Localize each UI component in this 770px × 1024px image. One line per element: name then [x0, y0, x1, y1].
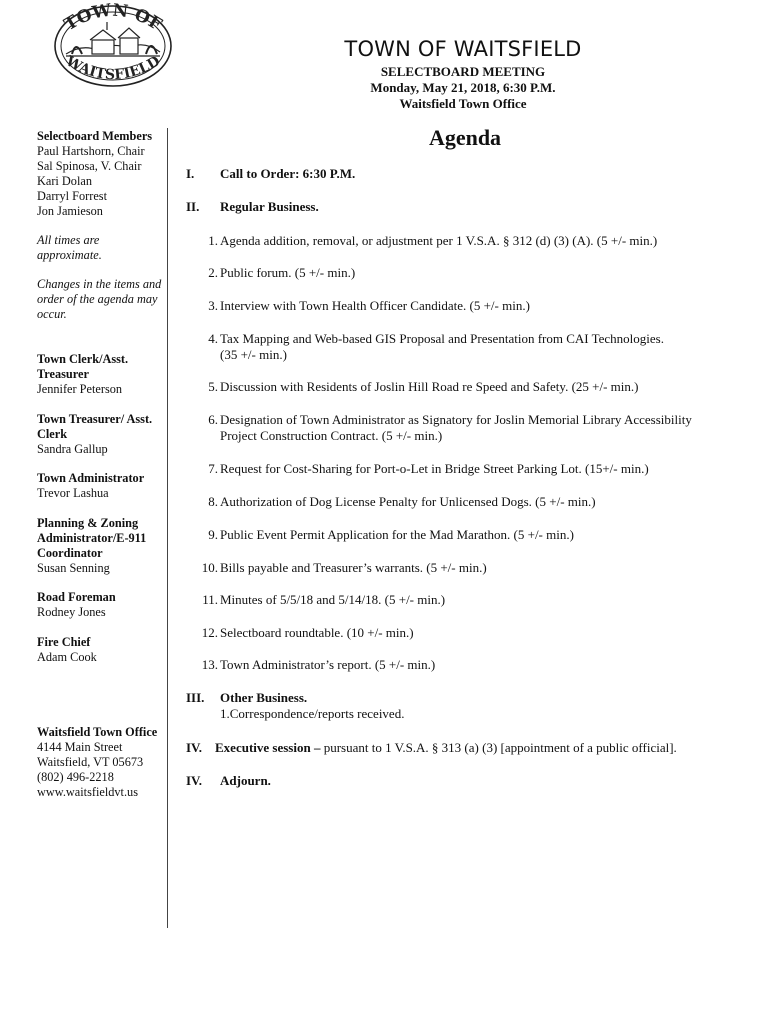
pz-title: Administrator/E-911 [37, 531, 147, 545]
clerk-block [37, 352, 167, 397]
agenda-item-number: 7. [208, 461, 218, 476]
agenda-item-number: 11. [202, 592, 218, 607]
board-heading: Selectboard Members [37, 129, 153, 143]
call-to-order: Call to Order: 6:30 P.M. [220, 166, 356, 181]
treasurer-title: Clerk [37, 427, 68, 441]
section-number: IV. [186, 773, 203, 788]
executive-session-label: Executive session – [215, 740, 321, 755]
member: Darryl Forrest [37, 189, 108, 203]
road-foreman-block [37, 590, 167, 620]
agenda-item [220, 657, 740, 673]
treasurer-block [37, 412, 167, 457]
adjourn: Adjourn. [220, 773, 271, 788]
agenda-item [220, 461, 740, 477]
agenda-item-line: Selectboard roundtable. (10 +/- min.) [220, 625, 414, 640]
agenda-item [220, 560, 740, 576]
treasurer-name: Sandra Gallup [37, 442, 108, 456]
agenda-item-line: Discussion with Residents of Joslin Hill Road re Speed and Safety. (25 +/- min.) [220, 379, 639, 394]
town-office-block [37, 725, 167, 800]
changes-note-line: order of the agenda may [37, 292, 158, 306]
svg-text:TOWN OF [61, 2, 165, 35]
member: Sal Spinosa, V. Chair [37, 159, 142, 173]
agenda-item-line: Minutes of 5/5/18 and 5/14/18. (5 +/- min.) [220, 592, 446, 607]
other-business-heading: Other Business. [220, 690, 308, 705]
agenda-item [220, 592, 740, 608]
agenda-item-number: 6. [208, 412, 218, 427]
fire-title: Fire Chief [37, 635, 91, 649]
road-title: Road Foreman [37, 590, 116, 604]
agenda-item-line: Public Event Permit Application for the Mad Marathon. (5 +/- min.) [220, 527, 574, 542]
agenda-item-line: Project Construction Contract. (5 +/- min.) [220, 428, 443, 443]
agenda-item-line: Public forum. (5 +/- min.) [220, 265, 356, 280]
section-number: IV. [186, 740, 203, 755]
agenda-item-number: 1. [208, 233, 218, 248]
changes-note [37, 277, 167, 322]
meeting-title: SELECTBOARD MEETING [380, 64, 546, 79]
clerk-title: Treasurer [37, 367, 89, 381]
changes-note-line: Changes in the items and [37, 277, 162, 291]
agenda-item-line: Tax Mapping and Web-based GIS Proposal and Presentation from CAI Technologies. [220, 331, 664, 346]
other-business-item: 1.Correspondence/reports received. [220, 706, 405, 721]
clerk-title: Town Clerk/Asst. [37, 352, 129, 366]
planning-zoning-block [37, 516, 167, 576]
agenda-item-line: Bills payable and Treasurer’s warrants. (5 +/- min.) [220, 560, 487, 575]
administrator-name: Trevor Lashua [37, 486, 109, 500]
agenda-item-line: Agenda addition, removal, or adjustment per 1 V.S.A. § 312 (d) (3) (A). (5 +/- min.) [220, 233, 658, 248]
fire-name: Adam Cook [37, 650, 97, 664]
office-website[interactable]: www.waitsfieldvt.us [37, 785, 138, 799]
logo-top-text: TOWN OF [60, 2, 166, 36]
times-note-line: approximate. [37, 248, 102, 262]
office-address: 4144 Main Street [37, 740, 123, 754]
meeting-datetime: Monday, May 21, 2018, 6:30 P.M. [370, 80, 556, 95]
member: Jon Jamieson [37, 204, 103, 218]
section-number: II. [186, 199, 200, 214]
clerk-name: Jennifer Peterson [37, 382, 123, 396]
agenda-item-line: Request for Cost-Sharing for Port-o-Let in Bridge Street Parking Lot. (15+/- min.) [220, 461, 649, 476]
column-divider [167, 128, 168, 928]
fire-chief-block [37, 635, 167, 665]
member: Paul Hartshorn, Chair [37, 144, 145, 158]
pz-title: Planning & Zoning [37, 516, 139, 530]
meeting-location: Waitsfield Town Office [399, 96, 527, 111]
agenda-item-number: 3. [208, 298, 218, 313]
office-phone: (802) 496-2218 [37, 770, 114, 784]
office-city: Waitsfield, VT 05673 [37, 755, 144, 769]
agenda-item [220, 265, 740, 281]
agenda-item-line: Interview with Town Health Officer Candidate. (5 +/- min.) [220, 298, 530, 313]
changes-note-line: occur. [37, 307, 67, 321]
agenda-item [220, 331, 740, 363]
agenda-item-number: 9. [208, 527, 218, 542]
office-title: Waitsfield Town Office [37, 725, 158, 739]
agenda-item-number: 4. [208, 331, 218, 346]
road-name: Rodney Jones [37, 605, 106, 619]
administrator-block [37, 471, 167, 501]
regular-business-heading: Regular Business. [220, 199, 319, 214]
agenda-item [220, 527, 740, 543]
agenda-title: Agenda [428, 125, 502, 150]
member: Kari Dolan [37, 174, 92, 188]
board-members-block [37, 129, 167, 219]
agenda-item-number: 8. [208, 494, 218, 509]
agenda-item-line: Authorization of Dog License Penalty for Unlicensed Dogs. (5 +/- min.) [220, 494, 596, 509]
agenda-item [220, 379, 740, 395]
town-title: TOWN OF WAITSFIELD [344, 37, 582, 61]
agenda-item [220, 233, 740, 249]
times-note-line: All times are [37, 233, 100, 247]
town-seal-logo [52, 2, 174, 88]
logo-bottom-text: WAITSFIELD [63, 53, 163, 84]
agenda-item-number: 2. [208, 265, 218, 280]
pz-name: Susan Senning [37, 561, 110, 575]
executive-session-text: pursuant to 1 V.S.A. § 313 (a) (3) [appointment of a public official]. [320, 740, 677, 755]
times-note [37, 233, 167, 263]
agenda-item [220, 494, 740, 510]
agenda-item-number: 5. [208, 379, 218, 394]
agenda-item-line: Town Administrator’s report. (5 +/- min.) [220, 657, 436, 672]
agenda-item-number: 13. [201, 657, 218, 672]
agenda-item-number: 12. [201, 625, 218, 640]
agenda-item [220, 298, 740, 314]
agenda-item-number: 10. [201, 560, 218, 575]
treasurer-title: Town Treasurer/ Asst. [37, 412, 153, 426]
agenda-item [220, 625, 740, 641]
administrator-title: Town Administrator [37, 471, 145, 485]
agenda-item-line: Designation of Town Administrator as Signatory for Joslin Memorial Library Accessibility [220, 412, 692, 427]
section-number: I. [186, 166, 195, 181]
section-number: III. [186, 690, 205, 705]
executive-session [215, 740, 735, 756]
agenda-item-line: (35 +/- min.) [220, 347, 287, 362]
pz-title: Coordinator [37, 546, 103, 560]
agenda-item [220, 412, 740, 444]
